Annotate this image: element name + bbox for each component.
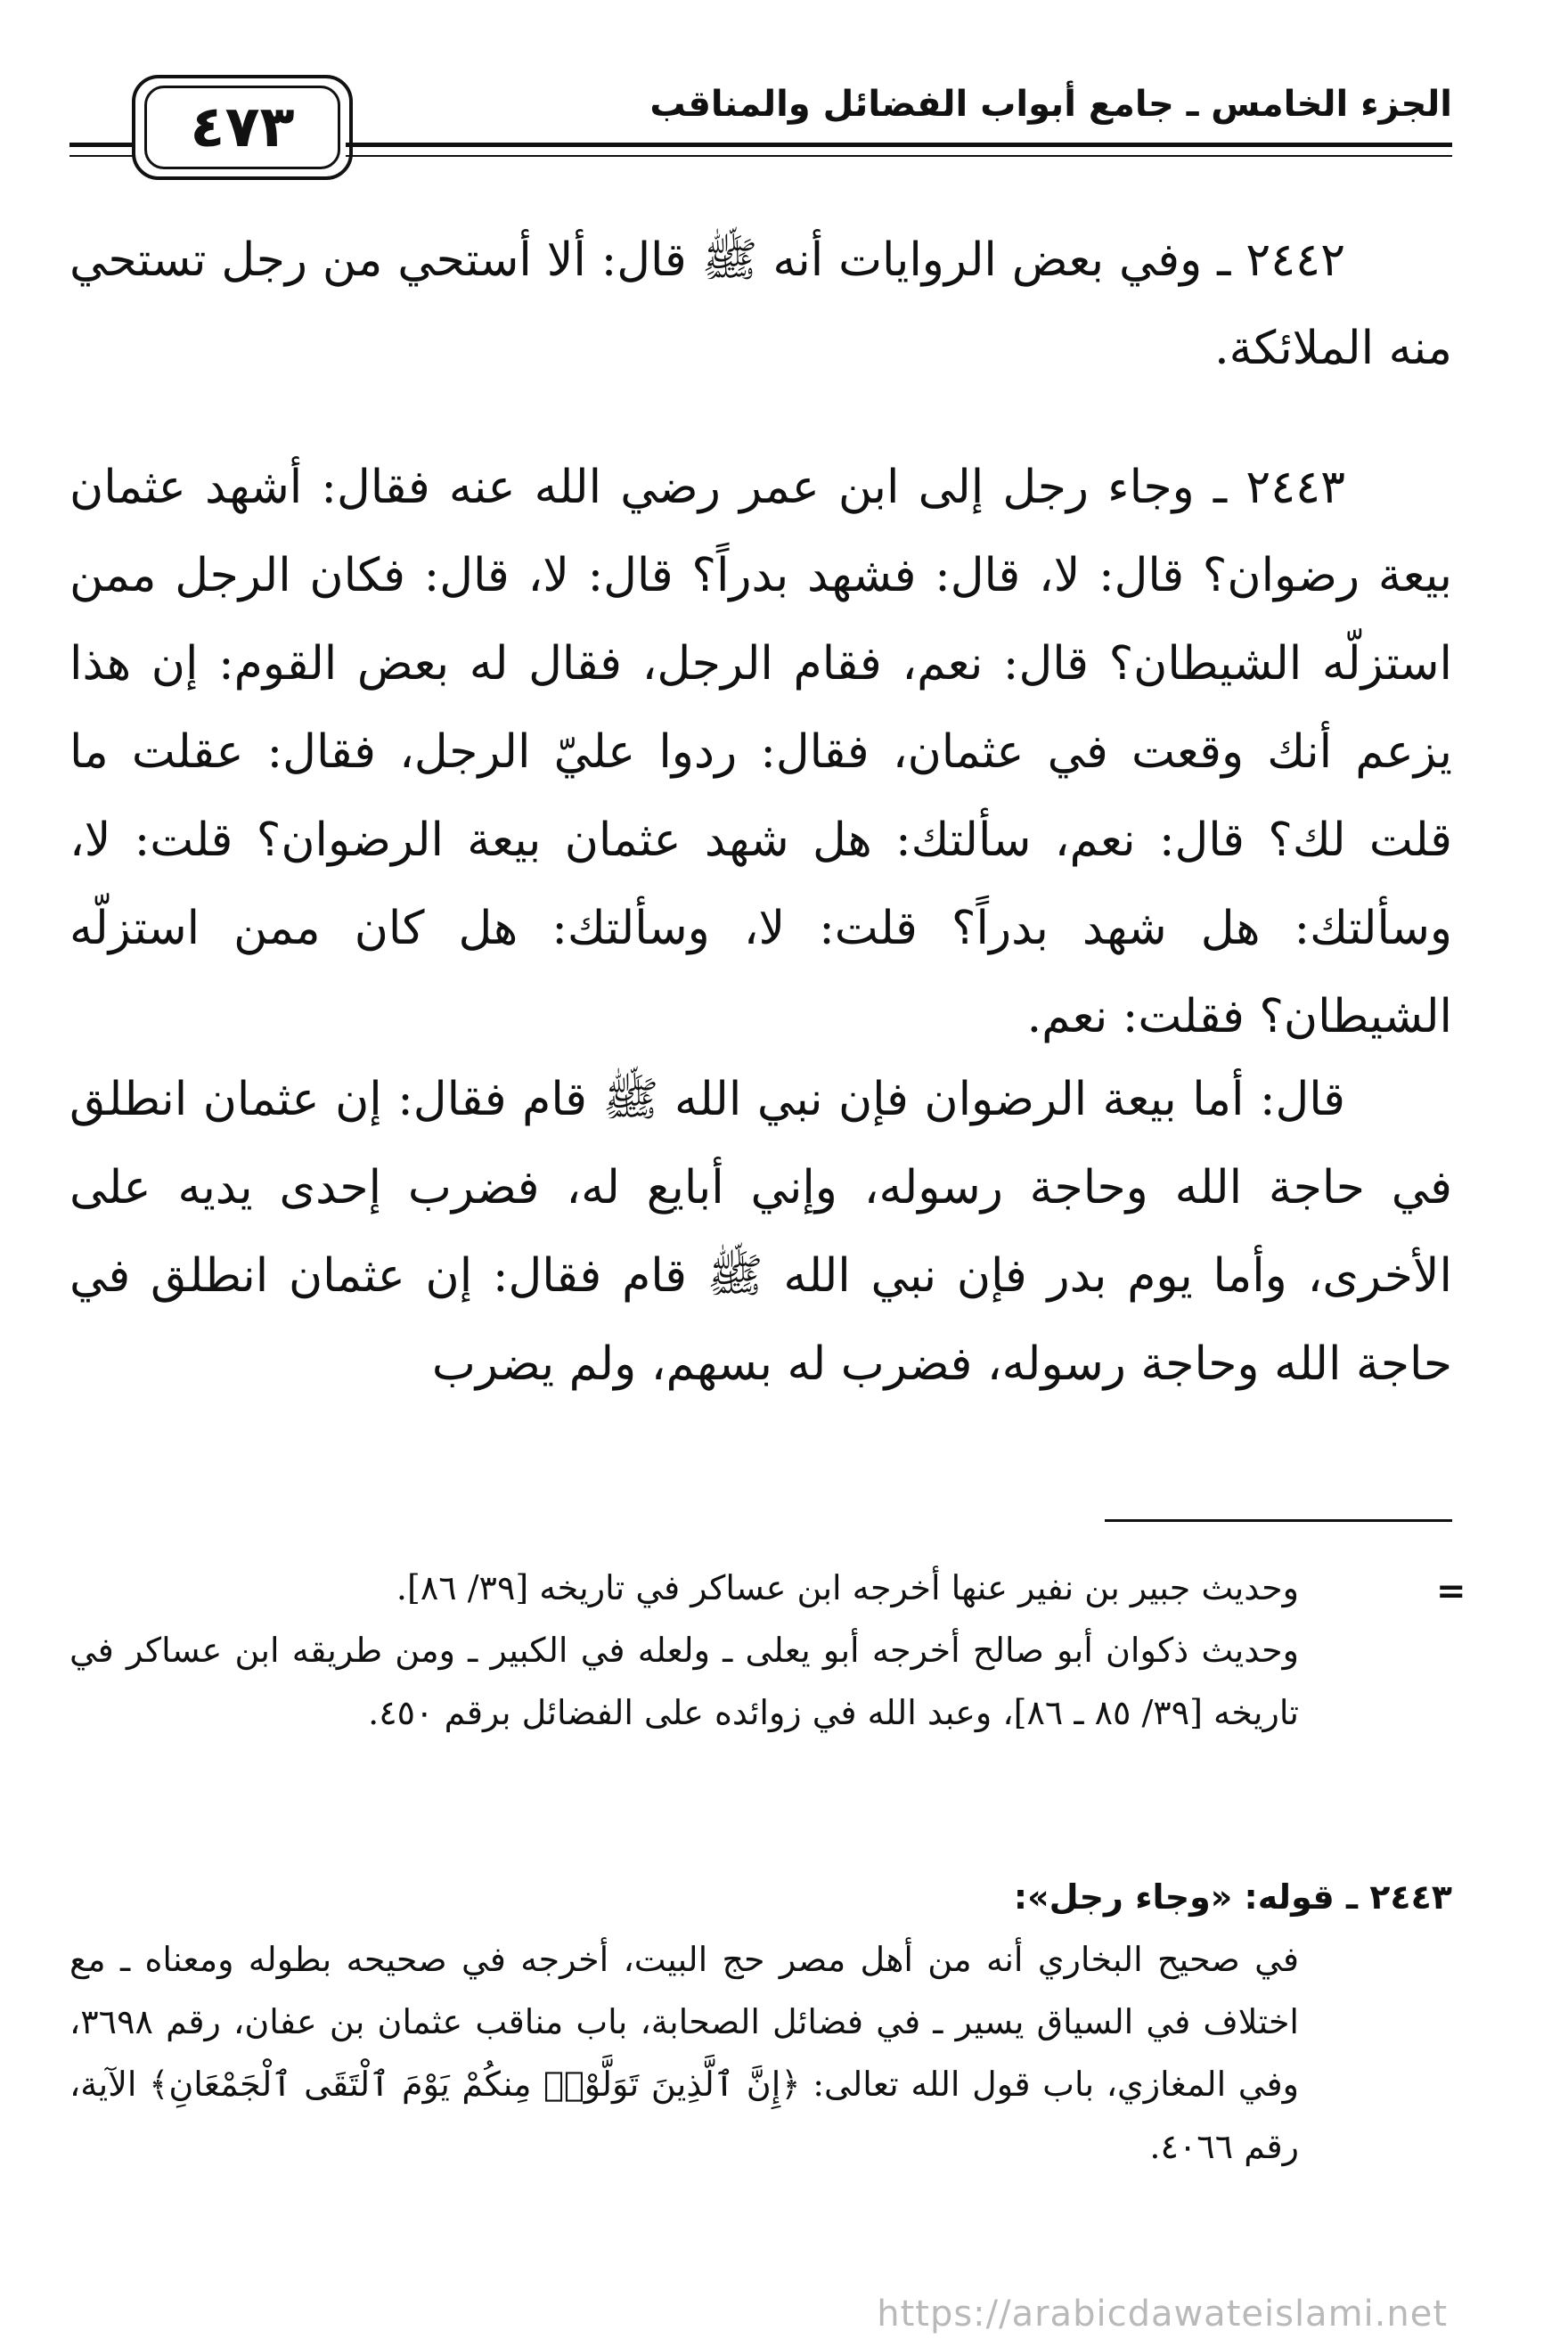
footnote-continued-1: وحديث جبير بن نفير عنها أخرجه ابن عساكر في تاريخه [٣٩/ ٨٦]. [396,1568,1299,1607]
header-rule-left-thin [69,155,134,157]
paragraph-2442 [69,217,1452,393]
footnote-heading-2443: ٢٤٤٣ ـ قوله: «وجاء رجل»: [1013,1877,1452,1917]
footnote-continuation-mark: = [1436,1570,1466,1612]
page-number-frame [132,75,353,180]
paragraph-text: ٢٤٤٣ ـ وجاء رجل إلى ابن عمر رضي الله عنه فقال: أشهد عثمان بيعة رضوان؟ قال: لا، قال: فشهد بدراً؟ قال: لا، قال: فكان الرجل ممن استزلّه الشيطان؟ قال: نعم، فقام الرجل، فقال له بعض القوم: إن هذا يزعم أنك وقعت في عثمان، فقال: ردوا عليّ الرجل، فقال: عقلت ما قلت لك؟ قال: نعم، سألتك: هل شهد عثمان بيعة الرضوان؟ قلت: لا، وسألتك: هل شهد بدراً؟ قلت: لا، وسألتك: هل كان ممن استزلّه الشيطان؟ فقلت: نعم. [69,461,1452,1043]
footnote-separator [1105,1519,1452,1522]
header-rule-left [69,143,134,147]
header-rule-thin [346,155,1452,157]
paragraph-reply [69,1056,1452,1409]
watermark-url: https://arabicdawateislami.net [877,2294,1448,2335]
page-header [69,70,1452,159]
paragraph-text: ٢٤٤٢ ـ وفي بعض الروايات أنه ﷺ قال: ألا أستحي من رجل تستحي منه الملائكة. [69,233,1452,375]
page-number: ٤٧٣ [144,86,340,169]
paragraph-text: قال: أما بيعة الرضوان فإن نبي الله ﷺ قام فقال: إن عثمان انطلق في حاجة الله وحاجة رسوله، وإني أبايع له، فضرب إحدى يديه على الأخرى، وأما يوم بدر فإن نبي الله ﷺ قام فقال: إن عثمان انطلق في حاجة الله وحاجة رسوله، فضرب له بسهم، ولم يضرب [69,1073,1452,1391]
footnote-text-2443: في صحيح البخاري أنه من أهل مصر حج البيت، أخرجه في صحيحه بطوله ومعناه ـ مع اختلاف في السياق يسير ـ في فضائل الصحابة، باب مناقب عثمان بن عفان، رقم ٣٦٩٨، وفي المغازي، باب قول الله تعالى: ﴿إِنَّ ٱلَّذِينَ تَوَلَّوْا۟ مِنكُمْ يَوْمَ ٱلْتَقَى ٱلْجَمْعَانِ﴾ الآية، رقم ٤٠٦٦. [69,1940,1299,2166]
paragraph-2443 [69,444,1452,1061]
running-head: الجزء الخامس ـ جامع أبواب الفضائل والمناقب [649,84,1452,125]
header-rule-thick [346,143,1452,147]
footnote-continued-2: وحديث ذكوان أبو صالح أخرجه أبو يعلى ـ ولعله في الكبير ـ ومن طريقه ابن عساكر في تاريخه [٣٩/ ٨٥ ـ ٨٦]، وعبد الله في زوائده على الفضائل برقم ٤٥٠. [69,1631,1299,1732]
